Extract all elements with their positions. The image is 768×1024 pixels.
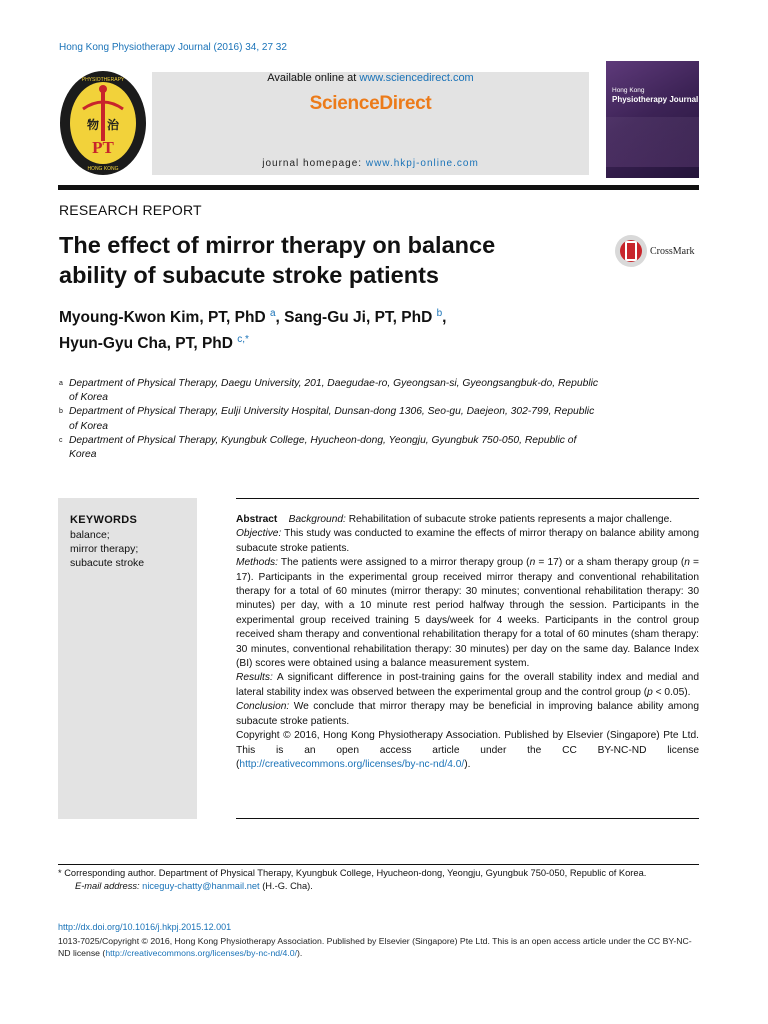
affiliation-link-b[interactable]: b <box>436 308 443 319</box>
author-kim: Myoung-Kwon Kim, PT, PhD <box>59 309 270 327</box>
svg-text:物: 物 <box>87 118 100 132</box>
society-logo <box>58 69 148 177</box>
abstract-label: Abstract <box>236 514 278 525</box>
issn-text: 1013-7025/Copyright © 2016, Hong Kong Physiotherapy Association. Published by Elsevier (Singapore) Pte Ltd. This is an open access article under the CC BY-NC-ND license ( <box>58 936 692 958</box>
affiliation-link-c[interactable]: c,* <box>237 334 249 346</box>
journal-homepage-link[interactable]: www.hkpj-online.com <box>365 158 479 169</box>
title-line-1: The effect of mirror therapy on balance <box>59 232 496 258</box>
corresponding-author-note: * Corresponding author. Department of Physical Therapy, Kyungbuk College, Hyucheon-dong, Yeongju, Gyungbuk 750-050, Republic of Korea. <box>58 868 647 878</box>
affiliation-text: Department of Physical Therapy, Daegu University, 201, Daegudae-ro, Gyeongsan-si, Gyeongsangbuk-do, Republic of Korea <box>69 378 599 404</box>
cover-title: Physiotherapy Journal <box>612 95 699 104</box>
affiliation-mark: c <box>59 436 63 444</box>
title-line-2: ability of subacute stroke patients <box>59 262 440 288</box>
methods-label: Methods: <box>236 557 278 569</box>
methods-text-3: = 17). Participants in the experimental group received mirror therapy and conventional rehabilitation therapy for a total of 60 minutes (mirror therapy: 30 minutes; conventional rehabilitation therapy: 30 minutes) per day, with a 10 minute rest period halfway through the session. Participants in the experimental group received training 5 days/week for 4 weeks. Participants in the control group received sham therapy and conventional rehabilitation therapy for a total of 60 minutes (sham therapy: 30 minutes, conventional rehabilitation therapy: 30 minutes) per day on the same day. Balance Index (BI) scores were obtained using a balance measurement system. <box>236 557 699 670</box>
abstract <box>236 498 699 819</box>
keyword-item: balance; <box>70 529 110 541</box>
conclusion-label: Conclusion: <box>236 701 290 713</box>
crossmark-label: CrossMark <box>650 246 695 257</box>
affiliation-text: Department of Physical Therapy, Kyungbuk College, Hyucheon-dong, Yeongju, Gyungbuk 750-050, Republic of Korea <box>69 434 577 461</box>
author-separator: , <box>442 309 447 327</box>
email-link[interactable]: niceguy-chatty@hanmail.net <box>142 881 260 891</box>
footer-license-link[interactable]: http://creativecommons.org/licenses/by-nc-nd/4.0/ <box>105 948 298 958</box>
doi-link[interactable]: http://dx.doi.org/10.1016/j.hkpj.2015.12.001 <box>58 922 232 932</box>
issn-end: ). <box>297 948 303 958</box>
article-type: RESEARCH REPORT <box>59 202 202 218</box>
background-label: Background: <box>288 514 346 525</box>
keyword-item: subacute stroke <box>70 557 145 569</box>
results-text-1: A significant difference in post-training gains for the overall stability index and medial and lateral stability index was observed between the experimental group and the control group ( <box>236 672 699 698</box>
svg-text:治: 治 <box>107 118 120 132</box>
journal-cover <box>606 61 699 178</box>
abstract-background <box>236 513 699 527</box>
author-line-2 <box>59 329 446 355</box>
crossmark-badge[interactable] <box>614 234 704 268</box>
article-title <box>59 230 495 290</box>
keywords-panel <box>58 498 197 819</box>
homepage-prefix: journal homepage: <box>262 158 366 169</box>
footnote-divider <box>58 864 699 865</box>
cover-decoration <box>606 117 699 167</box>
svg-text:PT: PT <box>92 138 114 157</box>
license-link[interactable]: http://creativecommons.org/licenses/by-nc-nd/4.0/ <box>239 758 465 770</box>
objective-text: This study was conducted to examine the effects of mirror therapy on balance ability among subacute stroke patients. <box>236 528 699 554</box>
journal-header <box>58 61 699 181</box>
journal-reference: Hong Kong Physiotherapy Journal (2016) 34, 27 32 <box>59 42 287 53</box>
header-divider <box>58 185 699 190</box>
keywords-heading: KEYWORDS <box>70 514 138 526</box>
affiliation-b <box>59 405 599 433</box>
affiliation-mark: b <box>59 408 63 416</box>
email-label: E-mail address: <box>75 881 143 891</box>
abstract-conclusion <box>236 700 699 729</box>
affiliation-link-a[interactable]: a <box>269 308 276 319</box>
affiliation-c <box>59 434 599 462</box>
crossmark-icon <box>614 234 648 268</box>
available-online-line <box>152 72 589 84</box>
author-cha: Hyun-Gyu Cha, PT, PhD <box>59 335 238 353</box>
affiliations <box>59 377 599 462</box>
results-text-2: < 0.05). <box>652 686 691 698</box>
sciencedirect-logo: ScienceDirect <box>309 93 432 114</box>
email-note <box>58 880 699 893</box>
conclusion-text: We conclude that mirror therapy may be beneficial in improving balance ability among subacute stroke patients. <box>236 701 699 727</box>
journal-homepage-line <box>152 158 589 169</box>
results-p-symbol: p <box>647 686 653 698</box>
svg-text:PHYSIOTHERAPY: PHYSIOTHERAPY <box>81 77 125 83</box>
email-suffix: (H.-G. Cha). <box>259 881 313 891</box>
cover-title-small: Hong Kong <box>612 87 645 94</box>
affiliation-text: Department of Physical Therapy, Eulji University Hospital, Dunsan-dong 1306, Seo-gu, Daejeon, 302-799, Republic of Korea <box>69 406 595 432</box>
abstract-results <box>236 671 699 700</box>
abstract-copyright <box>236 729 699 772</box>
issn-copyright <box>58 935 703 959</box>
objective-label: Objective: <box>236 528 282 540</box>
author-line-1 <box>59 303 446 329</box>
footnote <box>58 867 699 893</box>
keyword-item: mirror therapy; <box>70 543 139 555</box>
copyright-end: ). <box>464 758 471 770</box>
copyright-text: Copyright © 2016, Hong Kong Physiotherapy Association. Published by Elsevier (Singapore) Pte Ltd. This is an open access article under the CC BY-NC-ND license ( <box>236 730 699 770</box>
author-ji: , Sang-Gu Ji, PT, PhD <box>275 309 437 327</box>
background-text: Rehabilitation of subacute stroke patients represents a major challenge. <box>348 514 673 525</box>
sciencedirect-banner <box>152 72 589 175</box>
affiliation-a <box>59 377 599 405</box>
author-list <box>59 303 446 355</box>
methods-n-symbol: n <box>684 557 690 569</box>
affiliation-mark: a <box>59 380 63 387</box>
methods-text-1: The patients were assigned to a mirror therapy group ( <box>280 557 530 569</box>
available-prefix: Available online at <box>267 72 360 84</box>
methods-n-symbol: n <box>529 557 536 569</box>
results-label: Results: <box>236 672 273 684</box>
svg-text:HONG KONG: HONG KONG <box>87 166 119 172</box>
abstract-methods <box>236 556 699 671</box>
methods-text-2: = 17) or a sham therapy group ( <box>535 557 685 569</box>
abstract-objective <box>236 527 699 556</box>
sciencedirect-link[interactable]: www.sciencedirect.com <box>359 72 474 84</box>
